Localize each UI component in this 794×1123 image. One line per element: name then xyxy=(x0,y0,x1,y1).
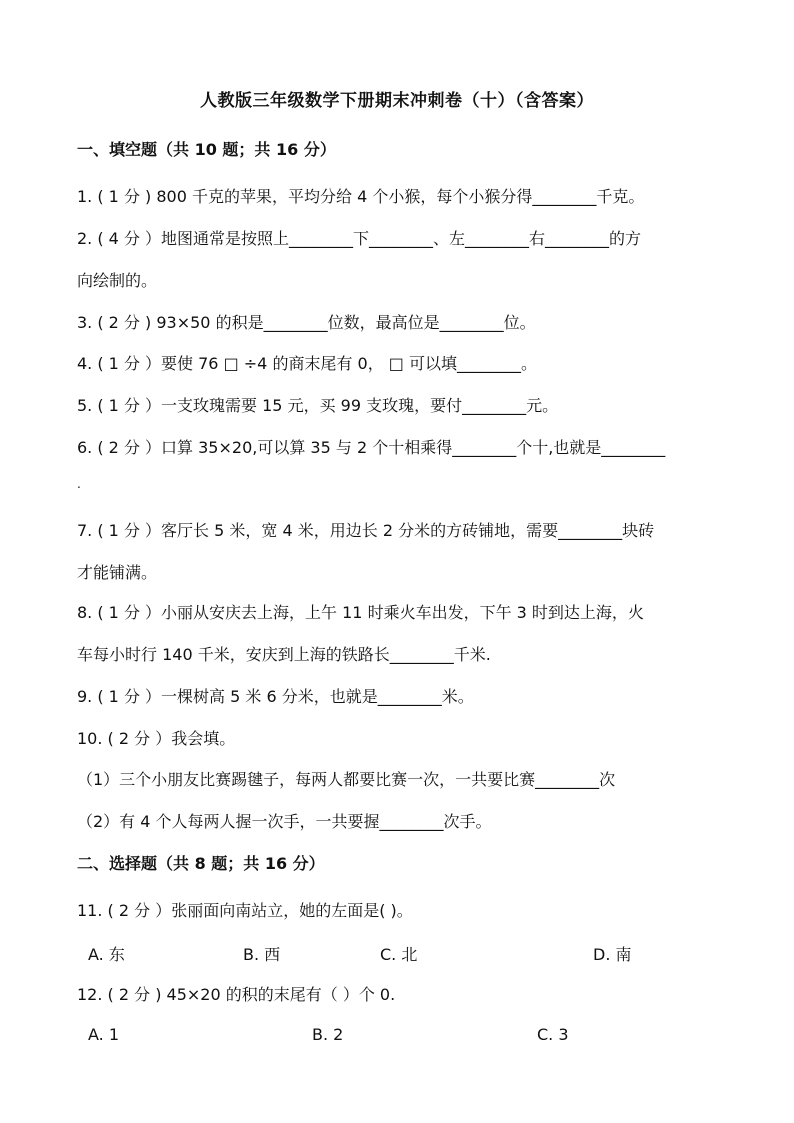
question-12-option-a[interactable]: A. 1 xyxy=(88,1025,120,1044)
question-5: 5. ( 1 分 ）一支玫瑰需要 15 元，买 99 支玫瑰，要付________元。 xyxy=(77,396,559,415)
question-4: 4. ( 1 分 ）要使 76 □ ÷4 的商末尾有 0， □ 可以填________。 xyxy=(77,354,537,373)
question-8-line-1: 8. ( 1 分 ）小丽从安庆去上海，上午 11 时乘火车出发，下午 3 时到达上海，火 xyxy=(77,603,644,622)
question-12: 12. ( 2 分 ) 45×20 的积的末尾有（ ）个 0. xyxy=(77,985,396,1004)
question-7-line-1: 7. ( 1 分 ）客厅长 5 米，宽 4 米，用边长 2 分米的方砖铺地，需要________块砖 xyxy=(77,521,655,540)
page-title: 人教版三年级数学下册期末冲刺卷（十）（含答案） xyxy=(200,91,594,111)
question-11-option-c[interactable]: C. 北 xyxy=(380,945,418,964)
question-6-line-2: . xyxy=(77,477,81,491)
question-12-option-c[interactable]: C. 3 xyxy=(537,1025,569,1044)
question-3: 3. ( 2 分 ) 93×50 的积是________位数，最高位是________位。 xyxy=(77,313,536,332)
question-1: 1. ( 1 分 ) 800 千克的苹果，平均分给 4 个小猴，每个小猴分得________千克。 xyxy=(77,187,645,206)
question-6-line-1: 6. ( 2 分 ）口算 35×20,可以算 35 与 2 个十相乘得________个十,也就是________ xyxy=(77,438,666,457)
question-2-line-2: 向绘制的。 xyxy=(77,271,158,290)
question-9: 9. ( 1 分 ）一棵树高 5 米 6 分米，也就是________米。 xyxy=(77,687,474,706)
question-8-line-2: 车每小时行 140 千米，安庆到上海的铁路长________千米. xyxy=(77,645,491,664)
question-7-line-2: 才能铺满。 xyxy=(77,563,158,582)
question-2-line-1: 2. ( 4 分 ）地图通常是按照上________下________、左________右________的方 xyxy=(77,229,642,248)
question-11-option-a[interactable]: A. 东 xyxy=(88,945,125,964)
question-10-part-2: （2）有 4 个人每两人握一次手，一共要握________次手。 xyxy=(77,812,492,831)
question-10: 10. ( 2 分 ）我会填。 xyxy=(77,729,236,748)
question-11-option-b[interactable]: B. 西 xyxy=(243,945,281,964)
question-12-option-b[interactable]: B. 2 xyxy=(312,1025,344,1044)
question-11: 11. ( 2 分 ）张丽面向南站立，她的左面是( )。 xyxy=(77,901,413,920)
section-fill-in: 一、填空题（共 10 题；共 16 分） xyxy=(77,140,336,159)
question-11-option-d[interactable]: D. 南 xyxy=(593,945,632,964)
section-multiple-choice: 二、选择题（共 8 题；共 16 分） xyxy=(77,854,325,873)
question-10-part-1: （1）三个小朋友比赛踢毽子，每两人都要比赛一次，一共要比赛________次 xyxy=(77,770,616,789)
